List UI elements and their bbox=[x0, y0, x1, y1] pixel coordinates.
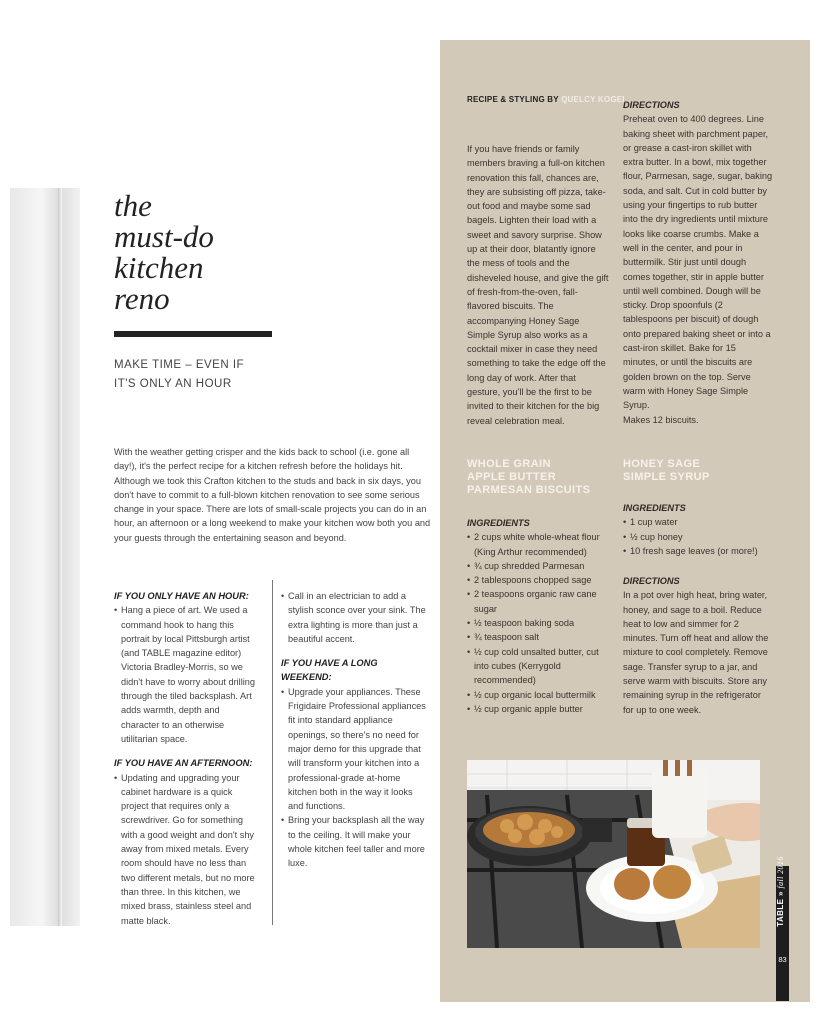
tip-heading-hour: IF YOU ONLY HAVE AN HOUR: bbox=[114, 591, 249, 601]
folio-label bbox=[776, 835, 789, 948]
ingredient-item: • 1 cup water bbox=[623, 515, 773, 529]
title-line: reno bbox=[114, 281, 170, 316]
ingredient-text: 2 cups white whole-wheat flour (King Arthur recommended) bbox=[474, 532, 600, 557]
tip-item: • Call in an electrician to add a stylish sconce over your sink. The extra lighting is more than just a beautiful accent. bbox=[281, 589, 427, 646]
title-line: kitchen bbox=[114, 250, 204, 285]
ingredient-item: • ½ cup honey bbox=[623, 530, 773, 544]
recipe-title-line: SIMPLE SYRUP bbox=[623, 471, 710, 483]
tip-item: • Bring your backsplash all the way to the ceiling. It will make your whole kitchen feel taller and more luxe. bbox=[281, 813, 427, 870]
biscuit-directions-text: Preheat oven to 400 degrees. Line baking sheet with parchment paper, or grease a cast-iron skillet with extra butter. In a bowl, mix together flour, Parmesan, sage, sugar, baking soda, and salt. Cut in cold butter by using your fingertips to rub butter into the dry ingredients until mixture looks like coarse crumbs. Make a well in the center, and pour in buttermilk. Stir just until dough comes together, stir in apple butter until well combined. Dough will be sticky. Drop spoonfuls (2 tablespoons per biscuit) of dough onto prepared baking sheet or into a cast-iron skillet. Bake for 15 minutes, or until the biscuits are golden brown on the top. Serve warm with Honey Sage Simple Syrup. bbox=[623, 114, 773, 411]
tips-column-right bbox=[281, 589, 427, 871]
ingredient-text: ¾ cup shredded Parmesan bbox=[474, 560, 585, 571]
tip-text: Updating and upgrading your cabinet hardware is a quick project that requires only a screwdriver. Go for something with a good weight and don't shy away from mixed metals. Every room should have no less than two different metals, but no more than three. In this kitchen, we mixed brass, stainless steel and matte black. bbox=[121, 772, 255, 926]
ingredient-text: 2 teaspoons organic raw cane sugar bbox=[474, 589, 597, 614]
syrup-directions bbox=[623, 574, 773, 717]
recipe-title-line: HONEY SAGE bbox=[623, 458, 701, 470]
tip-heading-afternoon: IF YOU HAVE AN AFTERNOON: bbox=[114, 758, 253, 769]
ingredient-text: ¾ teaspoon salt bbox=[474, 632, 539, 643]
directions-label: DIRECTIONS bbox=[623, 100, 680, 110]
ingredients-label: INGREDIENTS bbox=[623, 503, 686, 513]
ingredient-item: • 2 cups white whole-wheat flour (King Arthur recommended) bbox=[467, 530, 609, 559]
credit-label: RECIPE & STYLING BY bbox=[467, 95, 559, 104]
directions-label: DIRECTIONS bbox=[623, 576, 680, 586]
portrait-photo-edge bbox=[10, 188, 80, 926]
credit-name: QUELCY KOGEL bbox=[561, 95, 628, 104]
ingredient-item: • ¾ cup shredded Parmesan bbox=[467, 559, 609, 573]
magazine-folio-tab bbox=[776, 856, 789, 1001]
tip-item: • Updating and upgrading your cabinet hardware is a quick project that requires only a screwdriver. Go for something with a good weight and don't shy away from mixed metals. Every room should have no less than two different metals, but no more than three. In this kitchen, we mixed brass, stainless steel and matte black. bbox=[114, 771, 260, 928]
biscuit-yield: Makes 12 biscuits. bbox=[623, 414, 699, 425]
magazine-name: TABLE bbox=[776, 898, 785, 927]
syrup-ingredients bbox=[623, 501, 773, 558]
biscuits-photo-illustration bbox=[467, 760, 760, 948]
folio-separator: » bbox=[776, 891, 785, 897]
tip-text: Bring your backsplash all the way to the ceiling. It will make your whole kitchen feel taller and more luxe. bbox=[288, 815, 425, 869]
tip-item: • Hang a piece of art. We used a command hook to hang this portrait by local Pittsburgh artist (and TABLE magazine editor) Victoria Bradley-Morris, so we didn't have to worry about drilling through the tiled backsplash. Art adds warmth, depth and character to an otherwise utilitarian space. bbox=[114, 603, 260, 746]
subtitle-line: MAKE TIME – EVEN IF bbox=[114, 359, 245, 371]
recipe-story: If you have friends or family members braving a full-on kitchen renovation this fall, chances are, they are subsisting off pizza, take-out food and maybe some sad bagels. Lighten their load with a sweet and savory surprise. Show up at their door, blatantly ignore the mess of tools and the disheveled house, and give the gift of fresh-from-the-oven, fall-flavored biscuits. The accompanying Honey Sage Simple Syrup also works as a cocktail mixer in case they need something to take the edge off the long day of work. After that gesture, you'll be the first to be invited to their kitchen for the big reveal celebration meal. bbox=[467, 144, 609, 426]
ingredient-item: • ½ cup cold unsalted butter, cut into cubes (Kerrygold recommended) bbox=[467, 645, 609, 688]
article-title bbox=[114, 190, 314, 314]
ingredient-item: • ½ cup organic apple butter bbox=[467, 702, 609, 716]
ingredient-text: 10 fresh sage leaves (or more!) bbox=[630, 545, 758, 556]
tip-item: • Upgrade your appliances. These Frigidaire Professional appliances fit into standard appliance openings, so there's no need for major demo for this upgrade that will transform your kitchen into a professional-grade at-home kitchen both in the way it looks and functions. bbox=[281, 685, 427, 814]
ingredient-text: ½ cup cold unsalted butter, cut into cubes (Kerrygold recommended) bbox=[474, 646, 599, 686]
ingredient-item: • 2 teaspoons organic raw cane sugar bbox=[467, 587, 609, 616]
biscuit-directions bbox=[623, 98, 773, 427]
article-subtitle bbox=[114, 356, 294, 394]
biscuits-photo bbox=[467, 760, 760, 948]
ingredients-label: INGREDIENTS bbox=[467, 518, 530, 528]
tips-column-left bbox=[114, 589, 260, 928]
ingredient-text: ½ cup honey bbox=[630, 531, 683, 542]
biscuit-ingredients bbox=[467, 516, 609, 716]
tip-text: Upgrade your appliances. These Frigidaire Professional appliances fit into standard appliance openings, so there's no need for major demo for this upgrade that will transform your kitchen into a professional-grade at-home kitchen both in the way it looks and functions. bbox=[288, 686, 426, 812]
ingredient-item: • ½ cup organic local buttermilk bbox=[467, 688, 609, 702]
ingredient-item: • ½ teaspoon baking soda bbox=[467, 616, 609, 630]
biscuit-recipe-title bbox=[467, 458, 617, 497]
ingredient-text: 2 tablespoons chopped sage bbox=[474, 575, 592, 586]
title-line: must-do bbox=[114, 219, 214, 254]
subtitle-line: IT'S ONLY AN HOUR bbox=[114, 378, 232, 390]
ingredient-text: ½ cup organic local buttermilk bbox=[474, 689, 596, 700]
title-line: the bbox=[114, 188, 152, 223]
recipe-credit bbox=[467, 95, 627, 104]
tip-text: Hang a piece of art. We used a command hook to hang this portrait by local Pittsburgh artist (and TABLE magazine editor) Victoria Bradley-Morris, so we didn't have to worry about drilling through the tiled backsplash. Art adds warmth, depth and character to an otherwise utilitarian space. bbox=[121, 605, 256, 744]
tip-text: Call in an electrician to add a stylish sconce over your sink. The extra lighting is more than just a beautiful accent. bbox=[288, 591, 426, 644]
frame-edge bbox=[58, 188, 62, 926]
issue-label: fall 2016 bbox=[776, 856, 785, 889]
column-divider bbox=[272, 580, 273, 925]
ingredient-item: • 10 fresh sage leaves (or more!) bbox=[623, 544, 773, 558]
ingredient-text: ½ cup organic apple butter bbox=[474, 703, 583, 714]
syrup-directions-text: In a pot over high heat, bring water, honey, and sage to a boil. Reduce heat to low and simmer for 2 minutes. Turn off heat and allow the mixture to cool completely. Remove sage. Transfer syrup to a jar, and serve warm with biscuits. Store any remaining syrup in the refrigerator for up to one week. bbox=[623, 590, 769, 715]
page-number: 83 bbox=[778, 955, 787, 964]
title-rule bbox=[114, 331, 272, 337]
intro-paragraph: With the weather getting crisper and the kids back to school (i.e. gone all day!), it's the perfect recipe for a kitchen refresh before the holidays hit. Although we took this Crafton kitchen to the studs and back in six days, you don't have to commit to a full-blown kitchen renovation to see some serious change in your space. There are lots of small-scale projects you can do in an hour, an afternoon or a long weekend to make your kitchen wow both you and your guests through the entertaining season and beyond. bbox=[114, 447, 431, 543]
recipe-title-line: APPLE BUTTER bbox=[467, 471, 557, 483]
ingredient-text: 1 cup water bbox=[630, 517, 678, 528]
ingredient-item: • ¾ teaspoon salt bbox=[467, 630, 609, 644]
recipe-title-line: PARMESAN BISCUITS bbox=[467, 484, 591, 496]
recipe-title-line: WHOLE GRAIN bbox=[467, 458, 551, 470]
tip-heading-weekend: IF YOU HAVE A LONG WEEKEND: bbox=[281, 658, 378, 683]
ingredient-text: ½ teaspoon baking soda bbox=[474, 618, 575, 629]
ingredient-item: • 2 tablespoons chopped sage bbox=[467, 573, 609, 587]
syrup-recipe-title bbox=[623, 458, 773, 484]
